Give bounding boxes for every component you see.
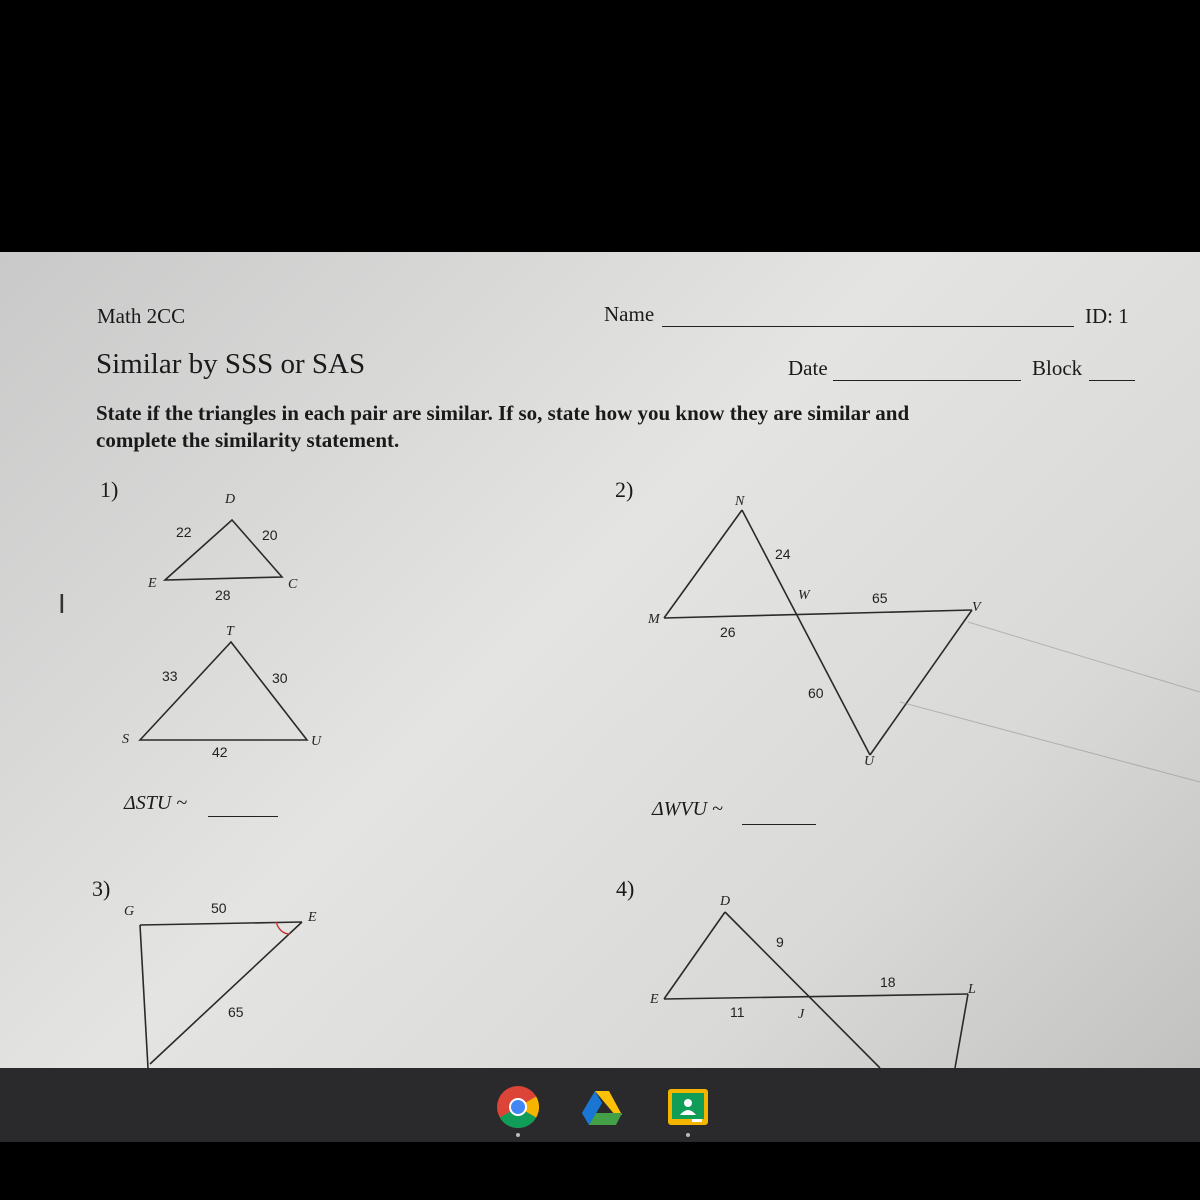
- vertex-S: S: [122, 732, 129, 747]
- vertex-U: U: [311, 734, 322, 749]
- vertex-T: T: [226, 624, 234, 639]
- side-NW: 24: [775, 546, 791, 562]
- text-cursor-icon: I: [58, 590, 66, 620]
- vertex-N: N: [735, 494, 745, 509]
- worksheet-screen: [0, 252, 1200, 1068]
- vertex-E-3: E: [308, 910, 317, 925]
- side-WU: 60: [808, 685, 824, 701]
- classroom-icon[interactable]: [666, 1085, 710, 1129]
- problem-4-number: 4): [616, 876, 635, 901]
- vertex-E: E: [148, 576, 157, 591]
- shelf-taskbar: [0, 1068, 1200, 1142]
- side-MW: 26: [720, 624, 736, 640]
- side-DJ: 9: [776, 934, 784, 950]
- side-JL: 18: [880, 974, 896, 990]
- side-ST: 33: [162, 668, 178, 684]
- drive-icon[interactable]: [580, 1085, 624, 1129]
- similarity-statement-1: ΔSTU ~: [124, 792, 188, 814]
- vertex-J: J: [798, 1007, 805, 1022]
- id-label: ID: 1: [1085, 304, 1129, 328]
- problem-2-number: 2): [615, 477, 634, 502]
- vertex-V: V: [972, 600, 981, 615]
- vertex-U-2: U: [864, 754, 875, 769]
- side-ED: 22: [176, 524, 192, 540]
- answer-line-2[interactable]: [742, 804, 816, 825]
- vertex-D-4: D: [720, 894, 731, 909]
- similarity-statement-2: ΔWVU ~: [652, 798, 723, 820]
- vertex-E-4: E: [650, 992, 659, 1007]
- vertex-W: W: [798, 588, 810, 603]
- side-GE: 50: [211, 900, 227, 916]
- chrome-running-indicator: [516, 1133, 520, 1137]
- vertex-L: L: [968, 982, 976, 997]
- figure-lines: [0, 252, 1200, 1068]
- side-EC: 28: [215, 587, 231, 603]
- chrome-icon[interactable]: [496, 1085, 540, 1129]
- classroom-running-indicator: [686, 1133, 690, 1137]
- vertex-M: M: [648, 612, 660, 627]
- instructions-line-1: State if the triangles in each pair are similar. If so, state how you know they are similar and: [96, 401, 910, 425]
- instructions-line-2: complete the similarity statement.: [96, 428, 400, 452]
- answer-line-1[interactable]: [208, 796, 278, 817]
- side-hyp: 65: [228, 1004, 244, 1020]
- problem-3-number: 3): [92, 876, 111, 901]
- name-label: Name: [604, 302, 655, 326]
- vertex-G: G: [124, 904, 135, 919]
- side-DC: 20: [262, 527, 278, 543]
- problem-1-number: 1): [100, 477, 119, 502]
- date-label: Date: [788, 356, 828, 380]
- page-title: Similar by SSS or SAS: [96, 348, 366, 380]
- vertex-C: C: [288, 577, 298, 592]
- course-label: Math 2CC: [97, 304, 186, 328]
- side-EJ: 11: [730, 1004, 745, 1020]
- side-WV: 65: [872, 590, 888, 606]
- vertex-D: D: [225, 492, 236, 507]
- side-TU: 30: [272, 670, 288, 686]
- side-SU: 42: [212, 744, 228, 760]
- block-label: Block: [1032, 356, 1083, 380]
